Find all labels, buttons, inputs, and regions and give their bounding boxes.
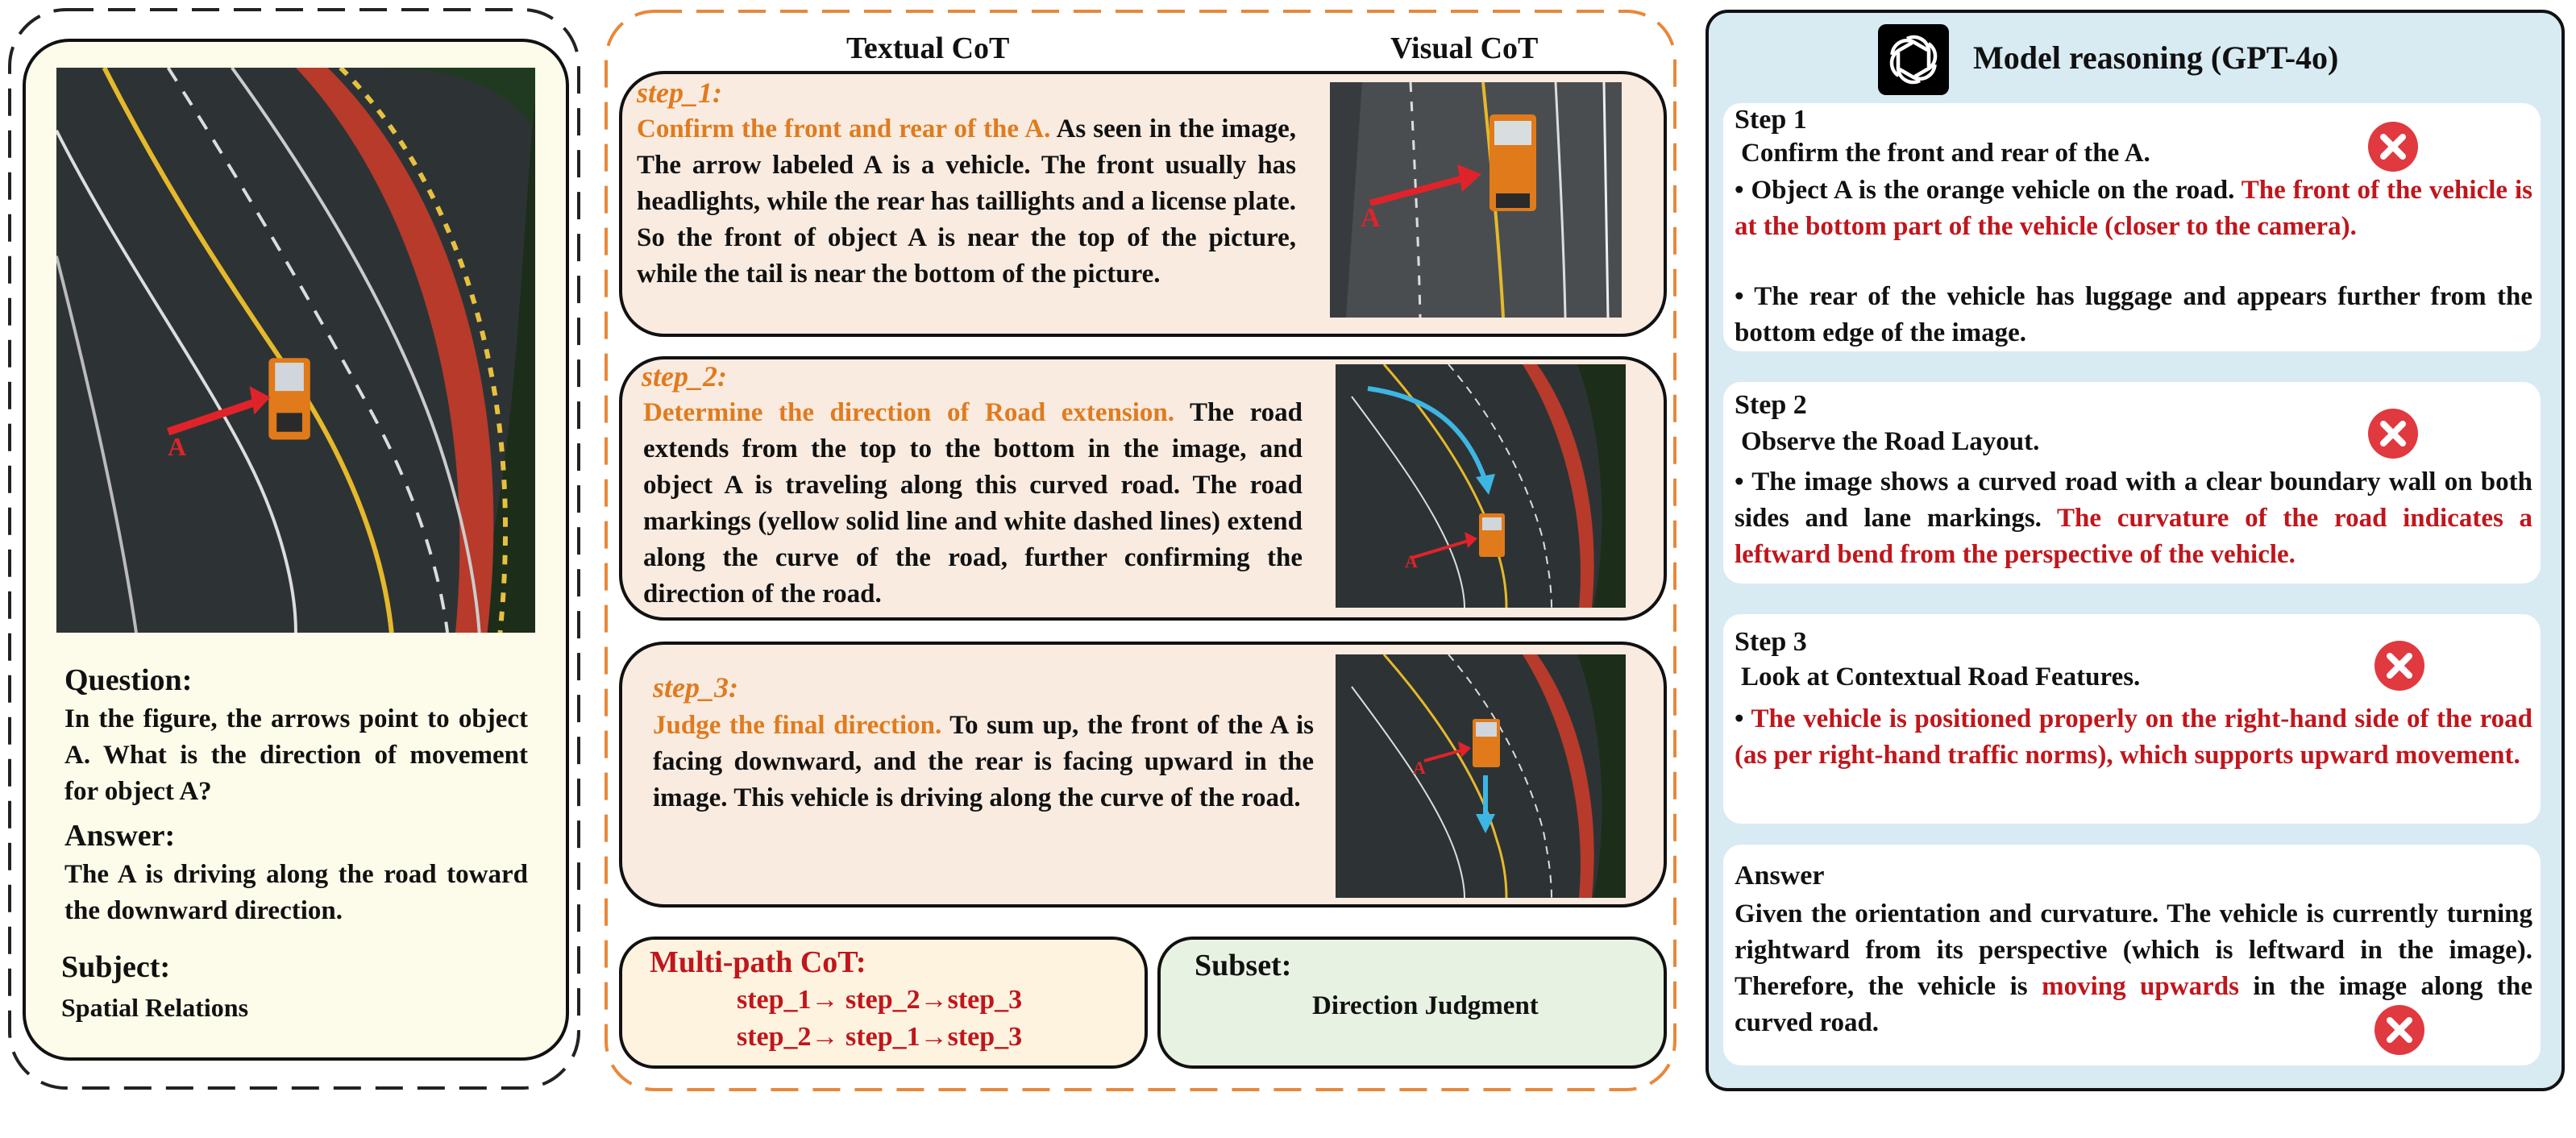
step-2-text: [643, 395, 1303, 613]
step-3-body: To sum up, the front of the A is facing downward, and the rear is facing upward in the image. This vehicle is driving along the curve of the road.: [653, 711, 1314, 812]
step-2-image-label: A: [1405, 551, 1418, 571]
openai-logo-icon: [1878, 24, 1949, 95]
wrong-x-icon: [2367, 121, 2419, 172]
right-step-3-sub: Look at Contextual Road Features.: [1741, 662, 2141, 692]
answer-text: The A is driving along the road toward the downward direction.: [64, 860, 528, 925]
right-step-1-bullet-1: • Object A is the orange vehicle on the road. The front of the vehicle is at the bottom part of the vehicle (closer to the camera).: [1735, 176, 2533, 241]
right-step-2-bullet-1: • The image shows a curved road with a clear boundary wall on both sides and lane markings. The curvature of the road indicates a leftward bend from the perspective of the vehicle.: [1735, 467, 2533, 569]
visual-cot-header: Visual CoT: [1390, 31, 1539, 65]
answer-title: Answer:: [64, 819, 176, 853]
right-step-1-bullet-2: • The rear of the vehicle has luggage and appears further from the bottom edge of the image.: [1735, 282, 2532, 347]
step-1-title: Confirm the front and rear of the A.: [637, 114, 1051, 143]
right-step-3-bullet-1: • The vehicle is positioned properly on the right-hand side of the road (as per right-hand traffic norms), which supports upward movement.: [1735, 704, 2532, 770]
wrong-x-icon: [2367, 408, 2419, 459]
main-road-image: [56, 68, 535, 633]
question-title: Question:: [64, 663, 193, 697]
step-2-title: Determine the direction of Road extension.: [643, 398, 1175, 427]
step-1-text: [637, 111, 1296, 293]
right-step-3-heading: Step 3: [1735, 627, 1807, 657]
step-3-image-label: A: [1413, 758, 1426, 778]
main-image-label: A: [168, 432, 187, 461]
right-step-2-sub: Observe the Road Layout.: [1741, 427, 2040, 456]
multipath-line-2: step_2→ step_1→step_3: [737, 1022, 1023, 1052]
step-3-image: [1336, 654, 1626, 898]
step-3-text: [653, 708, 1314, 816]
step-1-image-label: A: [1361, 203, 1381, 233]
step-3-label: step_3:: [653, 671, 738, 704]
step-2-body: The road extends from the top to the bottom in the image, and object A is traveling along this curved road. The road markings (yellow solid line and white dashed lines) extend along the curve of the road, further confirming the direction of the road.: [643, 398, 1303, 608]
step-1-body: As seen in the image, The arrow labeled A is a vehicle. The front usually has headlights, while the rear has taillights and a license plate. So the front of object A is near the top of the picture, while the tail is near the bottom of the picture.: [637, 114, 1296, 289]
step-1-label: step_1:: [637, 77, 722, 109]
subject-value: Spatial Relations: [61, 993, 249, 1022]
right-step-1-sub: Confirm the front and rear of the A.: [1741, 139, 2150, 168]
subset-title: Subset:: [1195, 949, 1292, 982]
step-2-image: [1336, 364, 1626, 608]
subject-title: Subject:: [61, 950, 171, 984]
right-answer-text: Given the orientation and curvature. The vehicle is currently turning rightward from its perspective (which is leftward in the image). Therefore, the vehicle is moving upwards in the image along the curved road.: [1735, 899, 2532, 1037]
right-step-2-heading: Step 2: [1735, 390, 1807, 420]
step-2-label: step_2:: [642, 360, 727, 392]
wrong-x-icon: [2374, 1004, 2425, 1056]
right-step-1-heading: Step 1: [1735, 105, 1807, 135]
multipath-line-1: step_1→ step_2→step_3: [737, 985, 1023, 1015]
step-1-image: [1330, 82, 1622, 318]
wrong-x-icon: [2374, 640, 2425, 692]
question-text: In the figure, the arrows point to object A. What is the direction of movement for object A?: [64, 704, 528, 806]
multipath-title: Multi-path CoT:: [650, 945, 866, 979]
right-panel-title: Model reasoning (GPT-4o): [1973, 39, 2339, 76]
subset-value: Direction Judgment: [1312, 991, 1539, 1020]
textual-cot-header: Textual CoT: [846, 31, 1010, 65]
step-3-title: Judge the final direction.: [653, 711, 942, 740]
right-answer-heading: Answer: [1735, 861, 1825, 891]
